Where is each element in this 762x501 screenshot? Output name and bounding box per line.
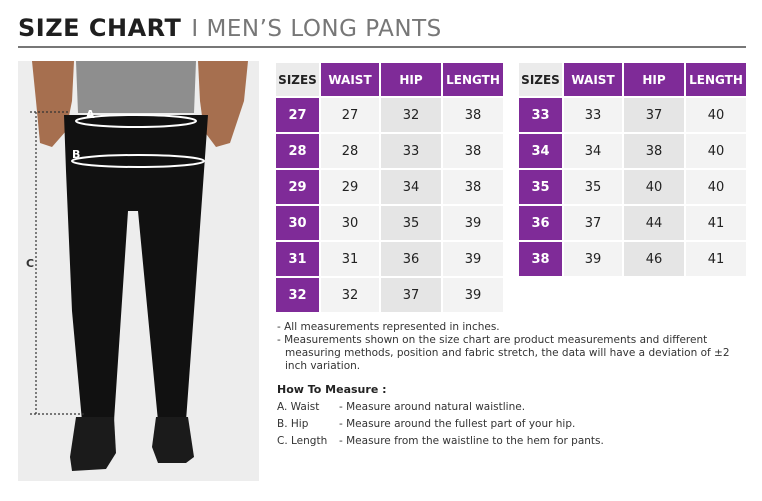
title-divider — [18, 46, 746, 48]
cell-hip: 37 — [623, 97, 685, 133]
cell-length: 40 — [685, 133, 747, 169]
left-shoe — [70, 417, 116, 471]
table-row — [276, 205, 504, 241]
model-photo — [18, 61, 259, 481]
cell-hip: 32 — [380, 97, 442, 133]
title-subtitle: I MEN’S LONG PANTS — [191, 16, 442, 42]
cell-size: 29 — [276, 169, 320, 205]
how-to-item-waist — [277, 401, 525, 413]
cell-hip: 36 — [380, 241, 442, 277]
header-waist: WAIST — [563, 63, 623, 97]
header-length: LENGTH — [442, 63, 504, 97]
how-to-text: - Measure around natural waistline. — [339, 401, 526, 413]
cell-waist: 31 — [320, 241, 380, 277]
cell-waist: 33 — [563, 97, 623, 133]
cell-length: 38 — [442, 133, 504, 169]
mark-c: C — [26, 257, 35, 270]
table-row — [519, 133, 747, 169]
how-to-item-hip — [277, 418, 575, 430]
how-to-key: A. Waist — [277, 401, 320, 413]
cell-length: 38 — [442, 97, 504, 133]
pants-illustration — [18, 61, 259, 481]
cell-waist: 30 — [320, 205, 380, 241]
how-to-item-length — [277, 435, 604, 447]
header-hip: HIP — [623, 63, 685, 97]
cell-waist: 28 — [320, 133, 380, 169]
cell-size: 36 — [519, 205, 563, 241]
cell-waist: 35 — [563, 169, 623, 205]
cell-size: 27 — [276, 97, 320, 133]
table-row — [276, 241, 504, 277]
cell-hip: 34 — [380, 169, 442, 205]
cell-waist: 29 — [320, 169, 380, 205]
table-row — [519, 241, 747, 276]
header-sizes: SIZES — [519, 63, 563, 97]
cell-waist: 39 — [563, 241, 623, 276]
table-row — [519, 169, 747, 205]
cell-length: 39 — [442, 241, 504, 277]
header-waist: WAIST — [320, 63, 380, 97]
cell-size: 28 — [276, 133, 320, 169]
right-shoe — [152, 417, 194, 463]
cell-length: 41 — [685, 241, 747, 276]
cell-length: 38 — [442, 169, 504, 205]
mark-a: A — [86, 108, 95, 121]
table-header-row — [519, 63, 747, 97]
header-hip: HIP — [380, 63, 442, 97]
table-row — [519, 97, 747, 133]
header-sizes: SIZES — [276, 63, 320, 97]
cell-size: 31 — [276, 241, 320, 277]
header-length: LENGTH — [685, 63, 747, 97]
cell-waist: 32 — [320, 277, 380, 312]
pants — [64, 115, 208, 421]
cell-size: 38 — [519, 241, 563, 276]
cell-hip: 38 — [623, 133, 685, 169]
size-table-right — [519, 63, 748, 276]
table-row — [276, 133, 504, 169]
title-main: SIZE CHART — [18, 14, 182, 42]
how-to-text: - Measure around the fullest part of your hip. — [339, 418, 576, 430]
how-to-text: - Measure from the waistline to the hem for pants. — [339, 435, 604, 447]
size-table-left — [276, 63, 505, 312]
cell-length: 39 — [442, 277, 504, 312]
how-to-measure-title: How To Measure : — [277, 383, 387, 396]
cell-waist: 34 — [563, 133, 623, 169]
table-row — [276, 97, 504, 133]
cell-hip: 40 — [623, 169, 685, 205]
cell-hip: 46 — [623, 241, 685, 276]
cell-hip: 44 — [623, 205, 685, 241]
shirt — [76, 61, 196, 113]
cell-size: 30 — [276, 205, 320, 241]
note-units: - All measurements represented in inches. — [277, 321, 500, 333]
how-to-key: B. Hip — [277, 418, 309, 430]
cell-hip: 33 — [380, 133, 442, 169]
how-to-key: C. Length — [277, 435, 328, 447]
cell-length: 40 — [685, 169, 747, 205]
cell-size: 32 — [276, 277, 320, 312]
mark-b: B — [72, 148, 81, 161]
note-deviation: - Measurements shown on the size chart are product measurements and different measuring methods, position and fabric stretch, the data will have a deviation of ±2 inch variation. — [277, 334, 730, 372]
page-title — [18, 14, 442, 44]
cell-hip: 35 — [380, 205, 442, 241]
table-header-row — [276, 63, 504, 97]
table-row — [519, 205, 747, 241]
table-row — [276, 277, 504, 312]
cell-size: 33 — [519, 97, 563, 133]
cell-size: 34 — [519, 133, 563, 169]
cell-length: 41 — [685, 205, 747, 241]
measurement-notes — [277, 321, 747, 373]
cell-hip: 37 — [380, 277, 442, 312]
cell-waist: 27 — [320, 97, 380, 133]
table-row — [276, 169, 504, 205]
cell-size: 35 — [519, 169, 563, 205]
cell-length: 40 — [685, 97, 747, 133]
cell-waist: 37 — [563, 205, 623, 241]
cell-length: 39 — [442, 205, 504, 241]
